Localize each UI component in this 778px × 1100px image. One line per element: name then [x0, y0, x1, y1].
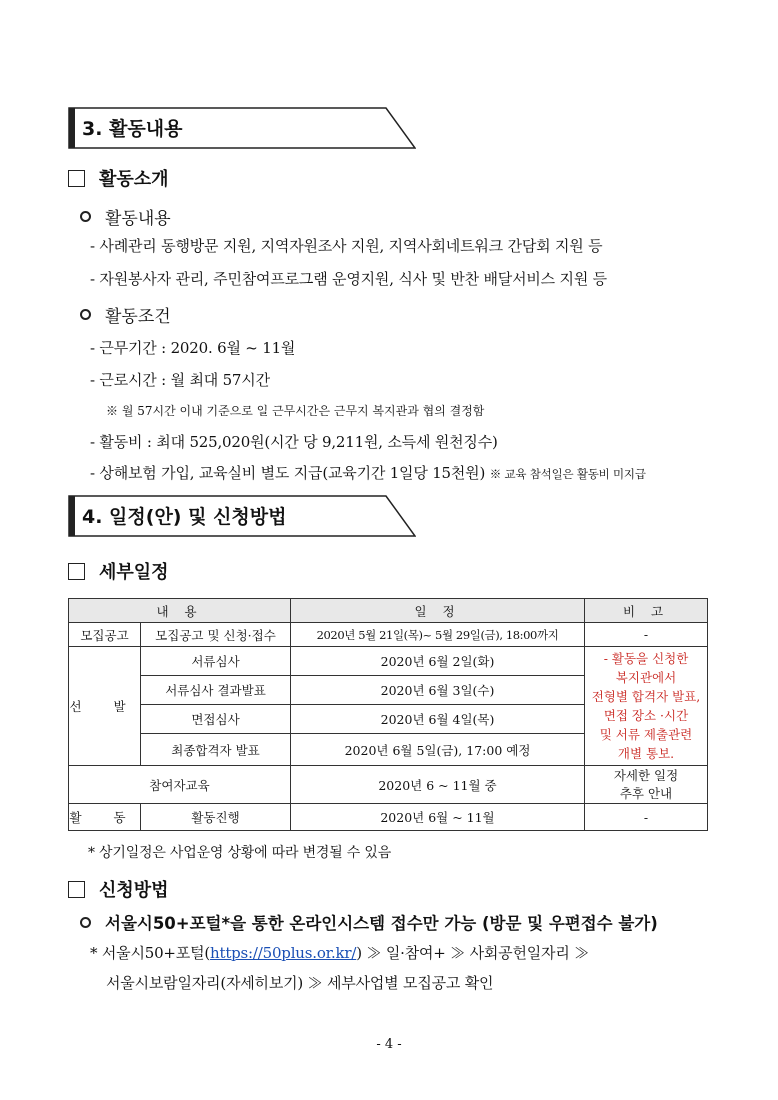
activity-label: 활 동 — [69, 804, 141, 831]
apply-heading-text: 신청방법 — [99, 880, 169, 901]
select-item: 서류심사 결과발표 — [141, 676, 291, 705]
circle-bullet-icon — [80, 917, 91, 928]
table-header-row — [69, 599, 708, 623]
select-label: 선 발 — [69, 647, 141, 766]
select-date: 2020년 6월 4일(목) — [291, 705, 585, 734]
apply-path-line1: * 서울시50+포털(https://50plus.or.kr/) ≫ 일·참여+ ≫ 사회공헌일자리 ≫ — [90, 944, 589, 962]
recruit-label: 모집공고 — [69, 623, 141, 647]
circle-bullet-icon — [80, 309, 91, 320]
section-3-title: 3. 활동내용 — [82, 118, 183, 140]
recruit-date: 2020년 5월 21일(목)~ 5월 29일(금), 18:00까지 — [291, 623, 585, 647]
apply-heading — [68, 876, 169, 902]
select-item: 서류심사 — [141, 647, 291, 676]
content-item: - 사례관리 동행방문 지원, 지역자원조사 지원, 지역사회네트워크 간담회 지원 등 — [90, 237, 603, 255]
schedule-footnote: * 상기일정은 사업운영 상황에 따라 변경될 수 있음 — [88, 845, 392, 861]
section-4-title: 4. 일정(안) 및 신청방법 — [82, 506, 287, 528]
section-4-header — [68, 495, 416, 537]
edu-label: 참여자교육 — [69, 766, 291, 804]
insurance-line — [90, 462, 646, 483]
content-heading-text: 활동내용 — [105, 209, 171, 229]
select-date: 2020년 6월 3일(수) — [291, 676, 585, 705]
edu-date: 2020년 6 ~ 11월 중 — [291, 766, 585, 804]
insurance-text: - 상해보험 가입, 교육실비 별도 지급(교육기간 1일당 15천원) — [90, 464, 486, 482]
condition-heading-text: 활동조건 — [105, 307, 171, 327]
content-item: - 자원봉사자 관리, 주민참여프로그램 운영지원, 식사 및 반찬 배달서비스 지원 등 — [90, 270, 607, 288]
select-item: 면접심사 — [141, 705, 291, 734]
table-row — [69, 647, 708, 676]
edu-note: 자세한 일정 추후 안내 — [585, 766, 708, 804]
work-period: - 근무기간 : 2020. 6월 ~ 11월 — [90, 339, 296, 357]
select-note: - 활동을 신청한 복지관에서 전형별 합격자 발표, 면접 장소 ·시간 및 서류 제출관련 개별 통보. — [585, 647, 708, 766]
schedule-table — [68, 598, 708, 831]
insurance-note: ※ 교육 참석일은 활동비 미지급 — [489, 467, 646, 481]
select-date: 2020년 6월 2일(화) — [291, 647, 585, 676]
work-hours: - 근로시간 : 월 최대 57시간 — [90, 371, 270, 389]
page-number: - 4 - — [376, 1037, 402, 1052]
table-row — [69, 766, 708, 804]
select-item: 최종합격자 발표 — [141, 734, 291, 766]
checkbox-square-icon — [68, 881, 85, 898]
header-content: 내 용 — [69, 599, 291, 623]
intro-heading — [68, 165, 169, 191]
header-date: 일 정 — [291, 599, 585, 623]
checkbox-square-icon — [68, 563, 85, 580]
intro-heading-text: 활동소개 — [99, 169, 169, 190]
apply-main — [80, 910, 658, 934]
work-hours-note: ※ 월 57시간 이내 기준으로 일 근무시간은 근무지 복지관과 협의 결정함 — [106, 404, 485, 418]
recruit-item: 모집공고 및 신청·접수 — [141, 623, 291, 647]
recruit-note: - — [585, 623, 708, 647]
content-heading — [80, 204, 171, 229]
schedule-heading-text: 세부일정 — [99, 562, 169, 583]
condition-heading — [80, 302, 171, 327]
apply-path-line2: 서울시보람일자리(자세히보기) ≫ 세부사업별 모집공고 확인 — [106, 974, 494, 992]
apply-main-text: 서울시50+포털*을 통한 온라인시스템 접수만 가능 (방문 및 우편접수 불가) — [105, 914, 658, 933]
header-note: 비 고 — [585, 599, 708, 623]
activity-pay: - 활동비 : 최대 525,020원(시간 당 9,211원, 소득세 원천징수) — [90, 433, 498, 451]
checkbox-square-icon — [68, 170, 85, 187]
table-row — [69, 804, 708, 831]
activity-item: 활동진행 — [141, 804, 291, 831]
activity-note: - — [585, 804, 708, 831]
section-3-header — [68, 107, 416, 149]
schedule-heading — [68, 558, 169, 584]
activity-date: 2020년 6월 ~ 11월 — [291, 804, 585, 831]
table-row — [69, 623, 708, 647]
select-date: 2020년 6월 5일(금), 17:00 예정 — [291, 734, 585, 766]
portal-link[interactable]: https://50plus.or.kr/ — [210, 944, 357, 962]
circle-bullet-icon — [80, 211, 91, 222]
